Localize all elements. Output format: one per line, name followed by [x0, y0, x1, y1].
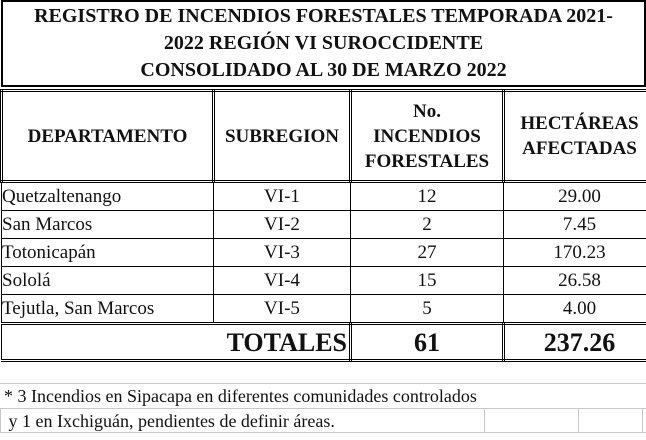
- cell-hectareas: 26.58: [504, 267, 646, 295]
- totals-row: [2, 324, 646, 361]
- header-incendios-line-2: INCENDIOS: [373, 125, 481, 147]
- cell-departamento: Totonicapán: [2, 239, 214, 267]
- cell-subregion: VI-5: [214, 295, 351, 324]
- cell-departamento: San Marcos: [2, 211, 214, 239]
- header-incendios-line-3: FORESTALES: [364, 150, 490, 172]
- fires-table: [0, 89, 646, 362]
- cell-subregion: VI-2: [214, 211, 351, 239]
- table-row: [2, 182, 646, 211]
- header-row: [2, 91, 646, 182]
- cell-subregion: VI-1: [214, 182, 351, 211]
- cell-incendios: 2: [351, 211, 504, 239]
- grid-divider: [484, 409, 485, 432]
- header-incendios-line-1: No.: [413, 100, 441, 122]
- cell-departamento: Sololá: [2, 267, 214, 295]
- cell-departamento: Quetzaltenango: [2, 182, 214, 211]
- cell-hectareas: 29.00: [504, 182, 646, 211]
- header-subregion: SUBREGION: [214, 91, 351, 182]
- grid-divider: [642, 409, 643, 432]
- header-hectareas: [504, 91, 646, 182]
- table-row: [2, 239, 646, 267]
- cell-incendios: 15: [351, 267, 504, 295]
- cell-subregion: VI-4: [214, 267, 351, 295]
- report-title: [1, 0, 646, 87]
- cell-hectareas: 170.23: [504, 239, 646, 267]
- cell-departamento: Tejutla, San Marcos: [2, 295, 214, 324]
- footnote-text: * 3 Incendios en Sipacapa en diferentes comunidades controlados: [4, 386, 477, 406]
- header-incendios: [351, 91, 504, 182]
- footnote-line: [0, 408, 646, 433]
- cell-incendios: 27: [351, 239, 504, 267]
- cell-incendios: 12: [351, 182, 504, 211]
- header-hectareas-line-2: AFECTADAS: [522, 138, 637, 159]
- totals-label: TOTALES: [2, 324, 351, 361]
- totals-hectareas: 237.26: [504, 324, 646, 361]
- table-row: [2, 267, 646, 295]
- cell-subregion: VI-3: [214, 239, 351, 267]
- cell-incendios: 5: [351, 295, 504, 324]
- table-row: [2, 295, 646, 324]
- title-line-1: REGISTRO DE INCENDIOS FORESTALES TEMPORADA 2021-: [34, 5, 613, 27]
- footnote-text: y 1 en Ixchiguán, pendientes de definir áreas.: [4, 411, 335, 431]
- title-line-3: CONSOLIDADO AL 30 DE MARZO 2022: [140, 59, 507, 81]
- footnotes: [0, 383, 646, 433]
- title-line-2: 2022 REGIÓN VI SUROCCIDENTE: [163, 32, 484, 54]
- cell-hectareas: 7.45: [504, 211, 646, 239]
- header-departamento: DEPARTAMENTO: [2, 91, 214, 182]
- grid-divider: [578, 409, 579, 432]
- footnote-line: [0, 383, 646, 408]
- header-hectareas-line-1: HECTÁREAS: [520, 113, 639, 134]
- grid-divider: [0, 409, 1, 432]
- cell-hectareas: 4.00: [504, 295, 646, 324]
- totals-incendios: 61: [351, 324, 504, 361]
- table-row: [2, 211, 646, 239]
